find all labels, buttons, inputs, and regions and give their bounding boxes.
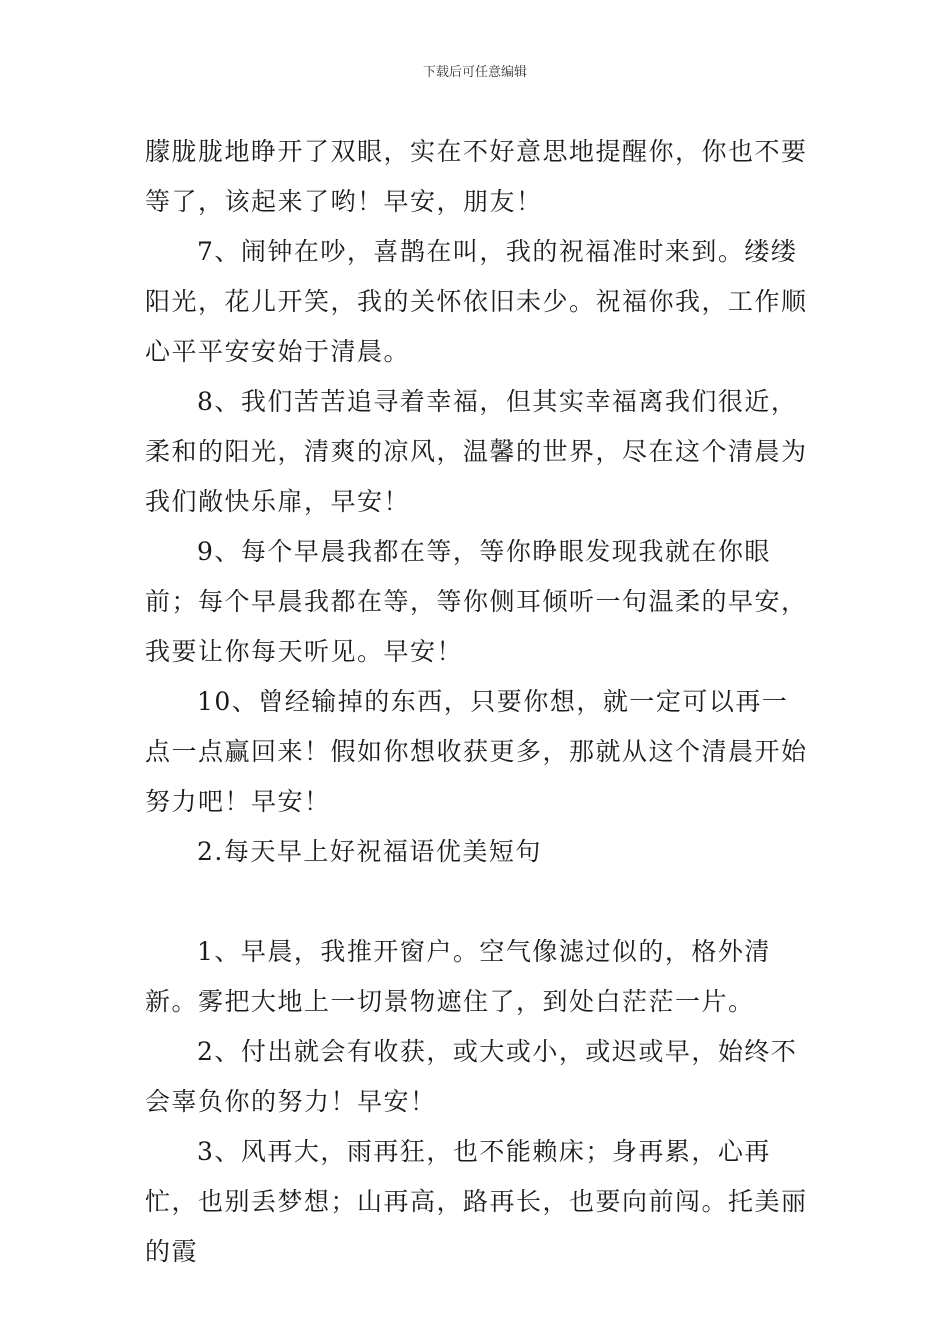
paragraph-item-9: 9、每个早晨我都在等，等你睁眼发现我就在你眼前；每个早晨我都在等，等你侧耳倾听一句温柔的早安，我要让你每天听见。早安！ xyxy=(145,537,808,666)
page-header-note: 下载后可任意编辑 xyxy=(422,65,527,80)
paragraph-item-10: 10、曾经输掉的东西，只要你想，就一定可以再一点一点赢回来！假如你想收获更多，那就从这个清晨开始努力吧！早安！ xyxy=(145,687,808,816)
paragraph-item-3: 3、风再大，雨再狂，也不能赖床；身再累，心再忙，也别丢梦想；山再高，路再长，也要向前闯。托美丽的霞 xyxy=(145,1137,808,1266)
blank-line xyxy=(145,877,810,927)
paragraph-item-1: 1、早晨，我推开窗户。空气像滤过似的，格外清新。雾把大地上一切景物遮住了，到处白茫茫一片。 xyxy=(145,937,771,1016)
paragraph-item-7: 7、闹钟在吵，喜鹊在叫，我的祝福准时来到。缕缕阳光，花儿开笑，我的关怀依旧未少。祝福你我，工作顺心平平安安始于清晨。 xyxy=(145,237,808,366)
paragraph-item-2: 2、付出就会有收获，或大或小，或迟或早，始终不会辜负你的努力！早安！ xyxy=(145,1037,798,1116)
paragraph-item-8: 8、我们苦苦追寻着幸福，但其实幸福离我们很近，柔和的阳光，清爽的凉风，温馨的世界，尽在这个清晨为我们敞快乐扉，早安！ xyxy=(145,387,808,516)
document-body xyxy=(145,127,810,1277)
section-heading: 2.每天早上好祝福语优美短句 xyxy=(197,837,542,866)
paragraph-continuation: 朦胧胧地睁开了双眼，实在不好意思地提醒你，你也不要等了，该起来了哟！早安，朋友！ xyxy=(145,137,808,216)
